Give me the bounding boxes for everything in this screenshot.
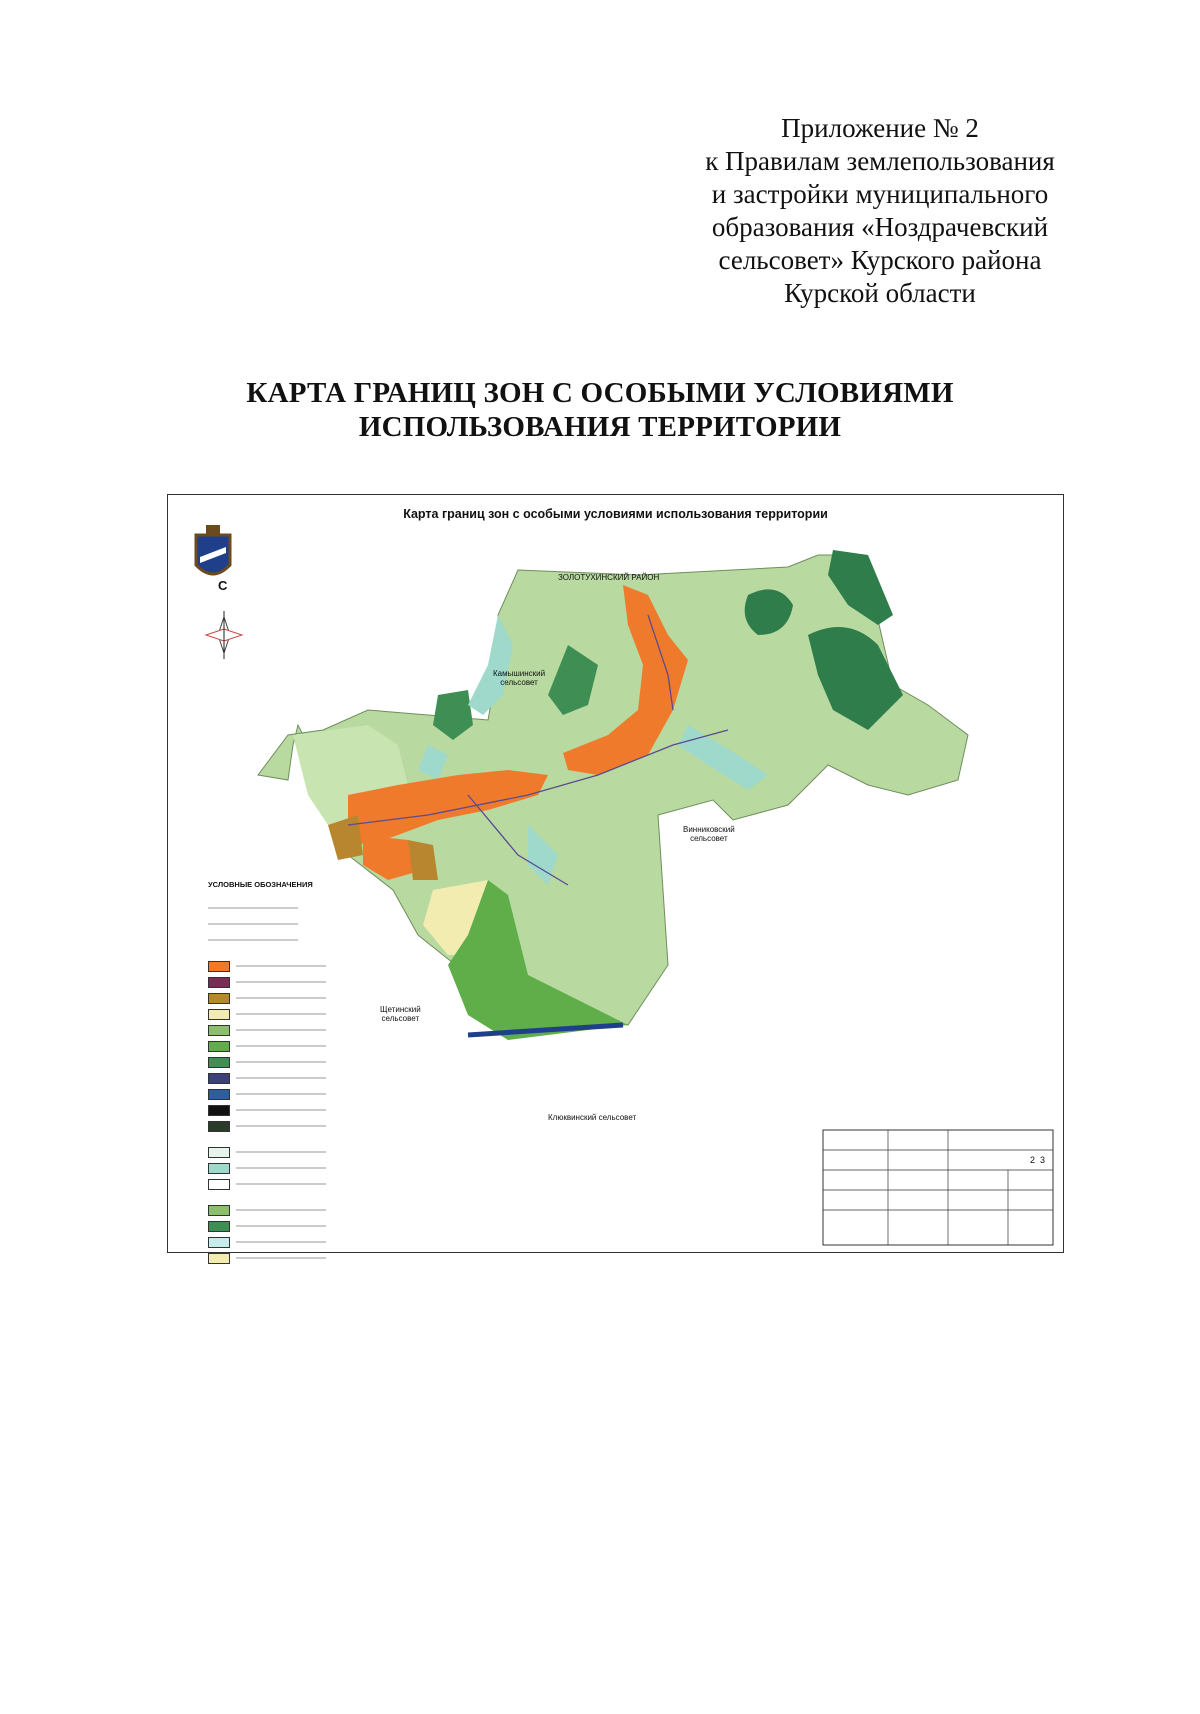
appendix-line: к Правилам землепользования — [705, 146, 1055, 176]
legend-title: УСЛОВНЫЕ ОБОЗНАЧЕНИЯ — [208, 880, 313, 889]
label-shchetinsky: Щетинский сельсовет — [380, 1005, 421, 1023]
compass-icon — [206, 611, 242, 659]
document-title — [150, 376, 1050, 444]
territory-area — [258, 555, 968, 1025]
title-block — [823, 1130, 1053, 1245]
label-north-district: ЗОЛОТУХИНСКИЙ РАЙОН — [558, 573, 660, 582]
title-line: ИСПОЛЬЗОВАНИЯ ТЕРРИТОРИИ — [358, 411, 842, 443]
appendix-line: Приложение № 2 — [781, 113, 979, 143]
appendix-line: образования «Ноздрачевский — [711, 212, 1049, 242]
appendix-line: сельсовет» Курского района — [718, 245, 1042, 275]
label-kamyshinsky: Камышинский сельсовет — [493, 669, 546, 687]
map-legend — [208, 880, 348, 1265]
coat-of-arms-icon — [196, 525, 230, 574]
map-title: Карта границ зон с особыми условиями использования территории — [403, 507, 828, 521]
compass-north-letter: С — [218, 578, 228, 593]
appendix-line: Курской области — [784, 278, 976, 308]
appendix-line: и застройки муниципального — [711, 179, 1049, 209]
appendix-note — [660, 112, 1100, 310]
map-sheet — [167, 494, 1064, 1253]
label-klyukvinsky: Клюквинский сельсовет — [548, 1113, 637, 1122]
sheet-number: 2 3 — [1030, 1155, 1046, 1165]
title-line: КАРТА ГРАНИЦ ЗОН С ОСОБЫМИ УСЛОВИЯМИ — [246, 377, 954, 409]
label-vinnikovsky: Винниковский сельсовет — [683, 825, 735, 843]
